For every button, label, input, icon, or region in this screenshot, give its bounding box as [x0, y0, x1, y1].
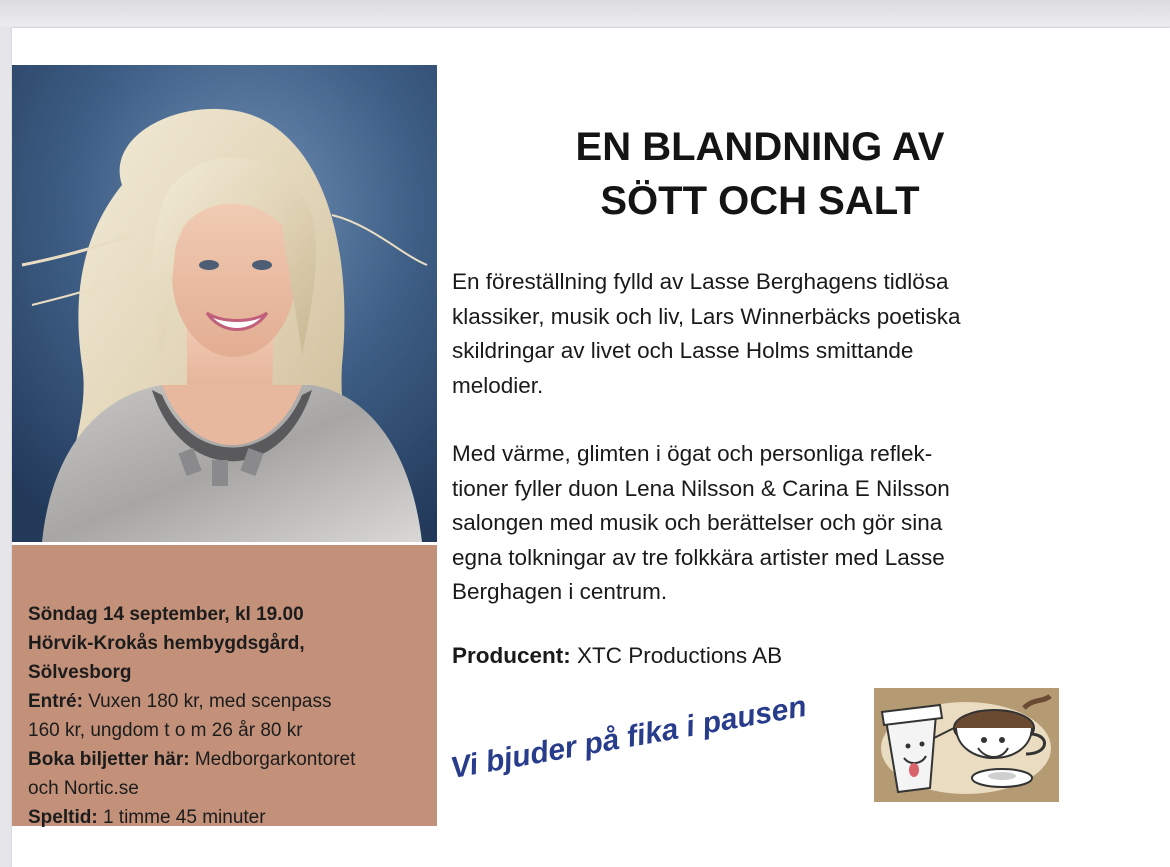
description-p1-line: skildringar av livet och Lasse Holms smittande: [452, 338, 914, 363]
producer-value: XTC Productions AB: [577, 643, 783, 668]
tickets-place-line2: och Nortic.se: [28, 778, 139, 799]
producer-line: [452, 643, 782, 669]
entry-price-line1: Vuxen 180 kr, med scenpass: [88, 691, 332, 712]
title-line2: SÖTT OCH SALT: [600, 179, 920, 223]
description: [452, 265, 1072, 610]
entry-price-line2: 160 kr, ungdom t o m 26 år 80 kr: [28, 720, 303, 741]
entry-label: Entré:: [28, 691, 83, 712]
title-line1: EN BLANDNING AV: [575, 125, 945, 169]
performer-photo: [12, 65, 437, 542]
description-p2-line: egna tolkningar av tre folkkära artister med Lasse: [452, 544, 945, 570]
description-p2-line: Berghagen i centrum.: [452, 579, 668, 604]
description-p1-line: melodier.: [452, 372, 544, 398]
flyer-title: [452, 120, 1068, 228]
description-p1-line: En föreställning fylld av Lasse Berghagens tidlösa: [452, 269, 949, 294]
top-strip: [0, 0, 1170, 26]
event-info-text: [28, 600, 428, 832]
flyer-page: [12, 28, 1170, 867]
event-venue-line1: Hörvik-Krokås hembygdsgård,: [28, 633, 305, 654]
paragraph-gap: [452, 403, 1072, 437]
description-p2-line: salongen med musik och berättelser och gör sina: [452, 510, 943, 535]
description-p2-line: Med värme, glimten i ögat och personliga reflek-: [452, 441, 933, 466]
event-venue-line2: Sölvesborg: [28, 662, 132, 683]
performer-photo-illustration: [12, 65, 437, 542]
fika-note: Vi bjuder på fika i pausen: [448, 689, 810, 786]
tickets-label: Boka biljetter här:: [28, 749, 190, 770]
duration-label: Speltid:: [28, 807, 98, 828]
producer-label: Producent:: [452, 643, 571, 668]
coffee-cups-icon: [874, 688, 1059, 802]
event-info-box: [12, 545, 437, 826]
coffee-clipart: [874, 688, 1059, 802]
description-p1-line: klassiker, musik och liv, Lars Winnerbäcks poetiska: [452, 303, 961, 329]
tickets-place-line1: Medborgarkontoret: [194, 749, 356, 770]
event-date: Söndag 14 september, kl 19.00: [28, 604, 304, 625]
duration-value: 1 timme 45 minuter: [102, 807, 266, 828]
description-p2-line: tioner fyller duon Lena Nilsson & Carina E Nilsson: [452, 475, 950, 501]
